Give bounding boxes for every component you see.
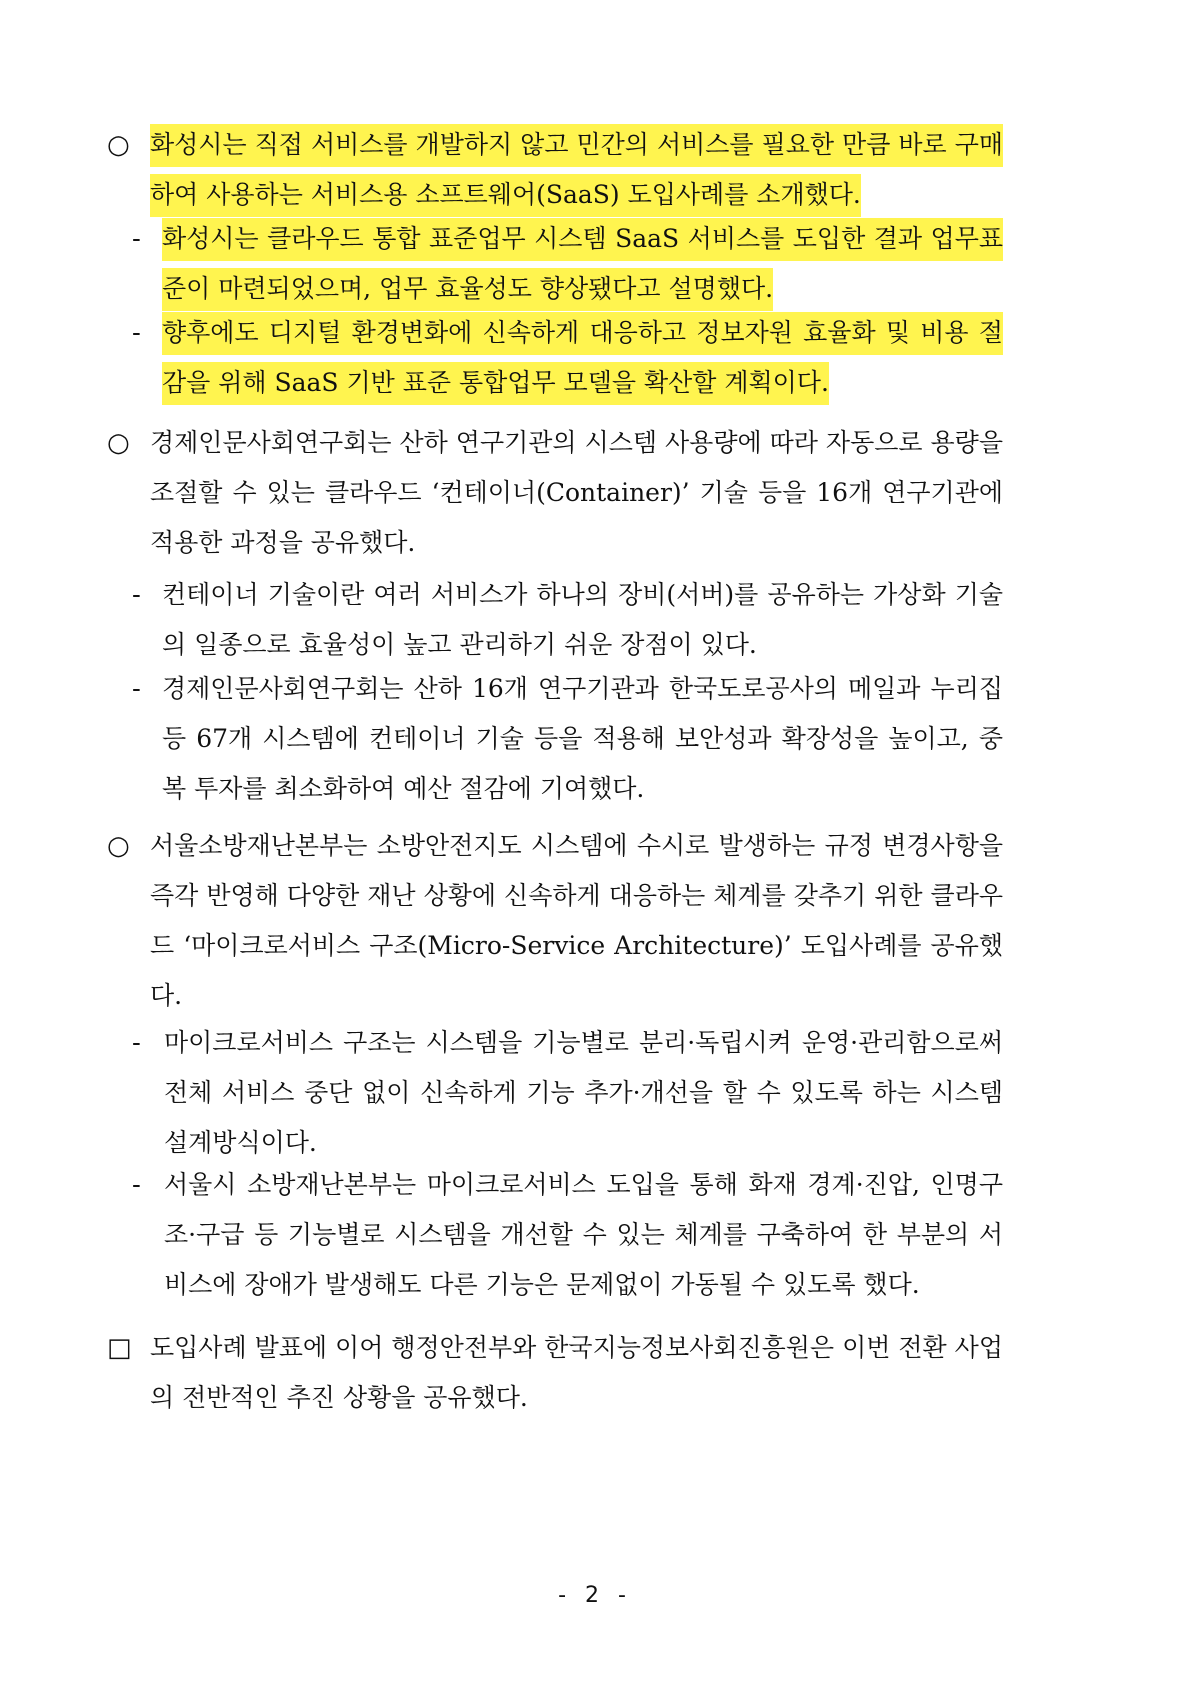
dash-bullet: -: [132, 580, 141, 610]
paragraph-text: 서울시 소방재난본부는 마이크로서비스 도입을 통해 화재 경계·진압, 인명구조·구급 등 기능별로 시스템을 개선할 수 있는 체계를 구축하여 한 부분의 서비스에 장애가 발생해도 다른 기능은 문제없이 가동될 수 있도록 했다.: [164, 1170, 1003, 1299]
square-bullet: □: [107, 1333, 132, 1363]
paragraph-text: 화성시는 클라우드 통합 표준업무 시스템 SaaS 서비스를 도입한 결과 업무표준이 마련되었으며, 업무 효율성도 향상됐다고 설명했다.: [162, 218, 1003, 311]
paragraph-circle: [107, 120, 1003, 220]
dash-bullet: -: [132, 674, 141, 704]
paragraph-dash: [132, 214, 1003, 314]
dash-bullet: -: [132, 318, 141, 348]
paragraph-dash: [132, 1018, 1003, 1168]
page-number: - 2 -: [558, 1583, 632, 1608]
paragraph-dash: [132, 664, 1003, 814]
paragraph-text: 화성시는 직접 서비스를 개발하지 않고 민간의 서비스를 필요한 만큼 바로 구매하여 사용하는 서비스용 소프트웨어(SaaS) 도입사례를 소개했다.: [150, 124, 1003, 217]
dash-bullet: -: [132, 1028, 141, 1058]
paragraph-dash: [132, 1160, 1003, 1310]
paragraph-text: 향후에도 디지털 환경변화에 신속하게 대응하고 정보자원 효율화 및 비용 절감을 위해 SaaS 기반 표준 통합업무 모델을 확산할 계획이다.: [162, 312, 1003, 405]
circle-bullet: ○: [107, 428, 130, 458]
paragraph-text: 컨테이너 기술이란 여러 서비스가 하나의 장비(서버)를 공유하는 가상화 기술의 일종으로 효율성이 높고 관리하기 쉬운 장점이 있다.: [162, 580, 1003, 659]
paragraph-text: 서울소방재난본부는 소방안전지도 시스템에 수시로 발생하는 규정 변경사항을 즉각 반영해 다양한 재난 상황에 신속하게 대응하는 체계를 갖추기 위한 클라우드 ‘마이크로서비스 구조(Micro-Service Architecture)’ 도입사례를 공유했다.: [150, 831, 1003, 1010]
paragraph-dash: [132, 570, 1003, 670]
paragraph-text: 마이크로서비스 구조는 시스템을 기능별로 분리·독립시켜 운영·관리함으로써 전체 서비스 중단 없이 신속하게 기능 추가·개선을 할 수 있도록 하는 시스템 설계방식이다.: [164, 1028, 1003, 1157]
circle-bullet: ○: [107, 831, 130, 861]
dash-bullet: -: [132, 224, 141, 254]
circle-bullet: ○: [107, 130, 130, 160]
paragraph-text: 경제인문사회연구회는 산하 연구기관의 시스템 사용량에 따라 자동으로 용량을 조절할 수 있는 클라우드 ‘컨테이너(Container)’ 기술 등을 16개 연구기관에 적용한 과정을 공유했다.: [150, 428, 1003, 557]
paragraph-text: 경제인문사회연구회는 산하 16개 연구기관과 한국도로공사의 메일과 누리집 등 67개 시스템에 컨테이너 기술 등을 적용해 보안성과 확장성을 높이고, 중복 투자를 최소화하여 예산 절감에 기여했다.: [162, 674, 1003, 803]
paragraph-square: [107, 1323, 1003, 1423]
paragraph-circle: [107, 821, 1003, 1021]
paragraph-dash: [132, 308, 1003, 408]
paragraph-text: 도입사례 발표에 이어 행정안전부와 한국지능정보사회진흥원은 이번 전환 사업의 전반적인 추진 상황을 공유했다.: [150, 1333, 1003, 1412]
dash-bullet: -: [132, 1170, 141, 1200]
paragraph-circle: [107, 418, 1003, 568]
